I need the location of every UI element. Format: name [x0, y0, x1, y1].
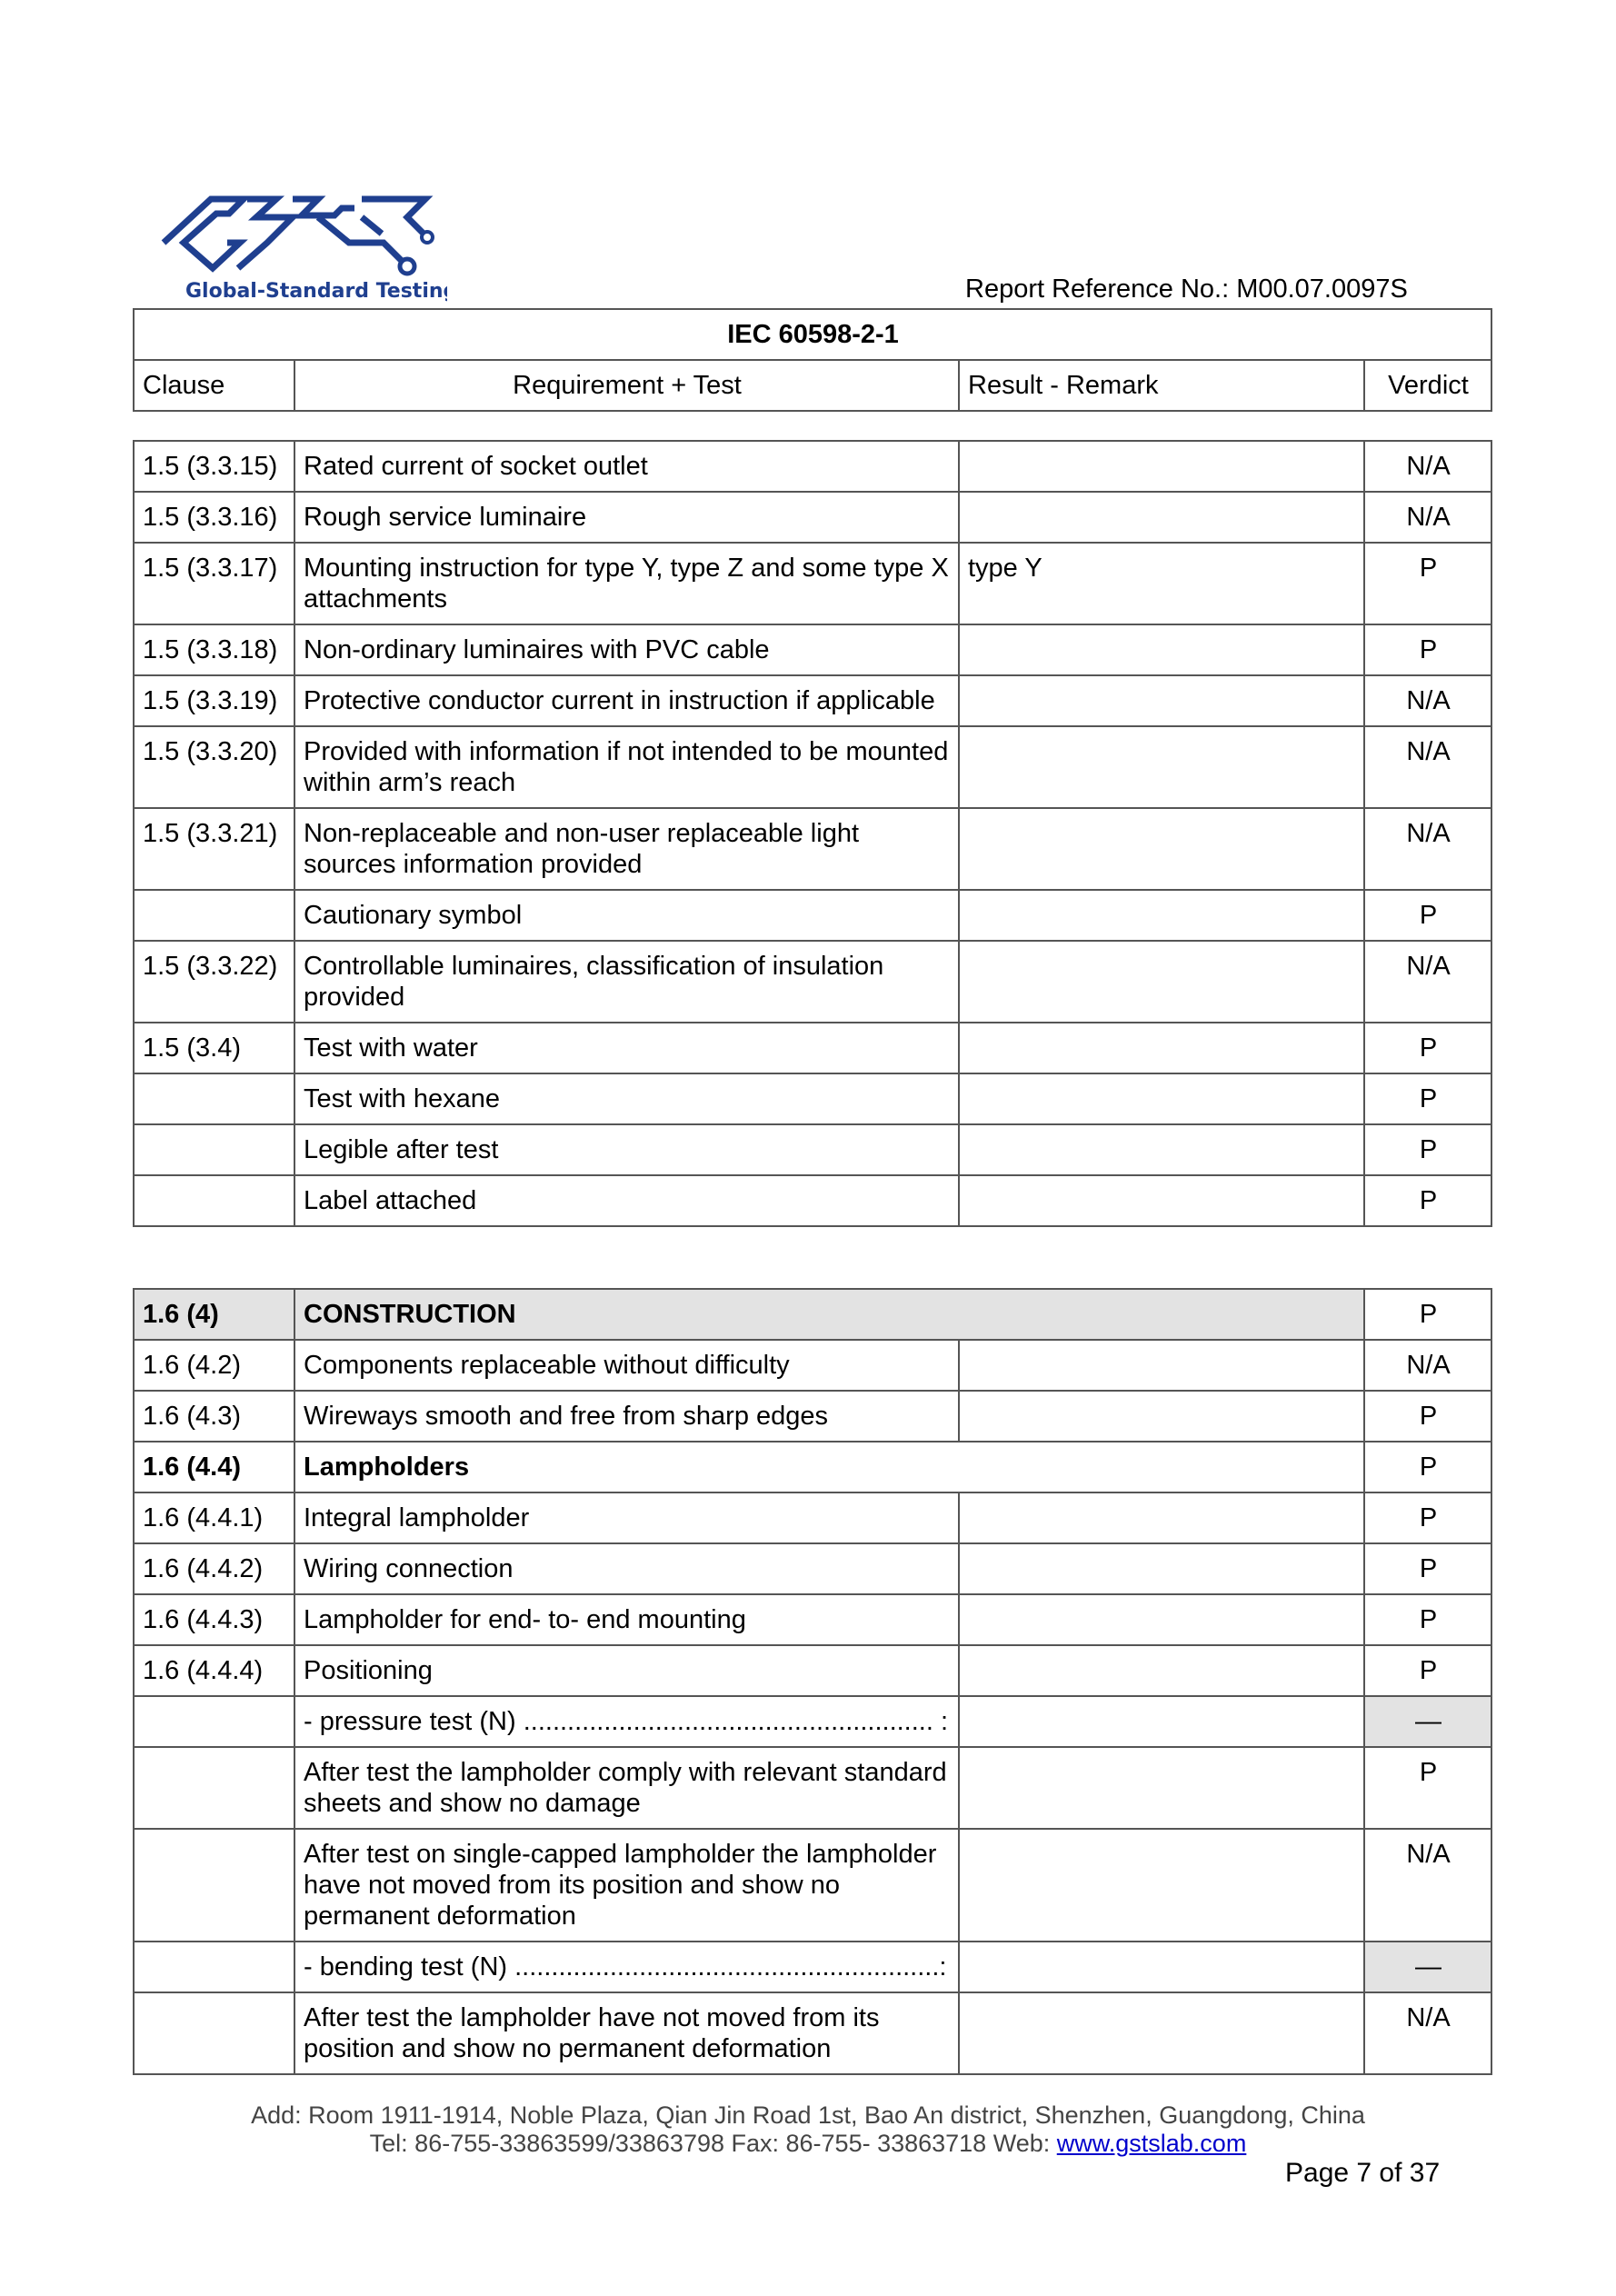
table-row: [134, 1175, 1491, 1226]
cell-requirement: Label attached: [294, 1175, 959, 1226]
header-table: [133, 308, 1492, 412]
footer-address: Add: Room 1911-1914, Noble Plaza, Qian Jin Road 1st, Bao An district, Shenzhen, Guangdong, China: [251, 2101, 1365, 2129]
cell-verdict: P: [1364, 1492, 1491, 1543]
cell-requirement: Rough service luminaire: [294, 492, 959, 543]
clause-table-2: [133, 1288, 1492, 2075]
cell-result: [959, 1747, 1364, 1829]
cell-result: type Y: [959, 543, 1364, 624]
table-row: [134, 1073, 1491, 1124]
cell-verdict: N/A: [1364, 1992, 1491, 2074]
cell-clause: 1.6 (4.4.2): [134, 1543, 294, 1594]
cell-clause: 1.6 (4.4.3): [134, 1594, 294, 1645]
table-row: [134, 808, 1491, 890]
cell-clause: 1.5 (3.3.15): [134, 441, 294, 492]
cell-result: [959, 1023, 1364, 1073]
cell-result: [959, 675, 1364, 726]
cell-result: [959, 492, 1364, 543]
table-row: [134, 1992, 1491, 2074]
column-clause: Clause: [134, 360, 294, 411]
table-row: [134, 492, 1491, 543]
table-row: [134, 890, 1491, 941]
cell-verdict: N/A: [1364, 675, 1491, 726]
cell-requirement: Non-ordinary luminaires with PVC cable: [294, 624, 959, 675]
cell-result: [959, 726, 1364, 808]
cell-result: [959, 1340, 1364, 1391]
table-row: [134, 1023, 1491, 1073]
table-row: [134, 1492, 1491, 1543]
cell-verdict: P: [1364, 1124, 1491, 1175]
table-row: [134, 1124, 1491, 1175]
section-title: CONSTRUCTION: [294, 1289, 1364, 1340]
cell-requirement: After test the lampholder have not moved from its position and show no permanent deformation: [294, 1992, 959, 2074]
cell-verdict: N/A: [1364, 808, 1491, 890]
cell-verdict: N/A: [1364, 1340, 1491, 1391]
cell-requirement: Lampholder for end- to- end mounting: [294, 1594, 959, 1645]
cell-result: [959, 441, 1364, 492]
cell-clause: 1.6 (4.3): [134, 1391, 294, 1442]
cell-clause: 1.6 (4.2): [134, 1340, 294, 1391]
cell-verdict: P: [1364, 1543, 1491, 1594]
cell-clause: [134, 1124, 294, 1175]
footer-contact-text: Tel: 86-755-33863599/33863798 Fax: 86-755- 33863718 Web:: [369, 2130, 1057, 2157]
cell-verdict: N/A: [1364, 1829, 1491, 1942]
cell-result: [959, 1391, 1364, 1442]
subsection-verdict: P: [1364, 1442, 1491, 1492]
cell-clause: 1.6 (4.4.1): [134, 1492, 294, 1543]
cell-requirement: Test with hexane: [294, 1073, 959, 1124]
cell-clause: 1.5 (3.3.16): [134, 492, 294, 543]
cell-verdict: P: [1364, 543, 1491, 624]
table-row: [134, 543, 1491, 624]
cell-verdict: P: [1364, 624, 1491, 675]
column-result: Result - Remark: [959, 360, 1364, 411]
footer-web-link[interactable]: www.gstslab.com: [1056, 2130, 1247, 2157]
cell-clause: [134, 1696, 294, 1747]
cell-clause: [134, 1992, 294, 2074]
cell-clause: [134, 1942, 294, 1992]
table-row: [134, 726, 1491, 808]
cell-clause: [134, 1747, 294, 1829]
cell-verdict: P: [1364, 1645, 1491, 1696]
cell-requirement: Wireways smooth and free from sharp edges: [294, 1391, 959, 1442]
cell-verdict: P: [1364, 1023, 1491, 1073]
cell-requirement: - bending test (N) ..........................................................:: [294, 1942, 959, 1992]
cell-clause: 1.5 (3.3.17): [134, 543, 294, 624]
cell-requirement: Non-replaceable and non-user replaceable light sources information provided: [294, 808, 959, 890]
table-row: [134, 441, 1491, 492]
cell-result: [959, 941, 1364, 1023]
cell-verdict: N/A: [1364, 941, 1491, 1023]
cell-clause: [134, 1829, 294, 1942]
cell-clause: 1.6 (4.4.4): [134, 1645, 294, 1696]
cell-verdict: —: [1364, 1942, 1491, 1992]
cell-result: [959, 1594, 1364, 1645]
cell-result: [959, 1992, 1364, 2074]
cell-result: [959, 1073, 1364, 1124]
cell-requirement: After test the lampholder comply with relevant standard sheets and show no damage: [294, 1747, 959, 1829]
cell-verdict: P: [1364, 890, 1491, 941]
report-reference: Report Reference No.: M00.07.0097S: [965, 275, 1408, 304]
cell-clause: 1.5 (3.3.18): [134, 624, 294, 675]
cell-result: [959, 1543, 1364, 1594]
table-row: [134, 1543, 1491, 1594]
cell-clause: 1.5 (3.3.21): [134, 808, 294, 890]
clause-table-1: [133, 440, 1492, 1227]
cell-verdict: P: [1364, 1391, 1491, 1442]
cell-result: [959, 890, 1364, 941]
cell-result: [959, 1175, 1364, 1226]
cell-requirement: Integral lampholder: [294, 1492, 959, 1543]
cell-requirement: Controllable luminaires, classification of insulation provided: [294, 941, 959, 1023]
cell-result: [959, 1645, 1364, 1696]
cell-verdict: N/A: [1364, 492, 1491, 543]
table-row: [134, 1340, 1491, 1391]
cell-requirement: Mounting instruction for type Y, type Z and some type X attachments: [294, 543, 959, 624]
cell-verdict: N/A: [1364, 441, 1491, 492]
column-verdict: Verdict: [1364, 360, 1491, 411]
table-row: [134, 1829, 1491, 1942]
cell-requirement: Test with water: [294, 1023, 959, 1073]
cell-requirement: Protective conductor current in instruction if applicable: [294, 675, 959, 726]
cell-result: [959, 1942, 1364, 1992]
cell-clause: [134, 1175, 294, 1226]
table-row: [134, 1696, 1491, 1747]
page-number: Page 7 of 37: [1285, 2158, 1441, 2188]
cell-clause: 1.5 (3.3.20): [134, 726, 294, 808]
logo-mark: [156, 186, 447, 304]
cell-requirement: Wiring connection: [294, 1543, 959, 1594]
cell-requirement: Components replaceable without difficulty: [294, 1340, 959, 1391]
table-row: [134, 1594, 1491, 1645]
subsection-clause: 1.6 (4.4): [134, 1442, 294, 1492]
section-verdict: P: [1364, 1289, 1491, 1340]
cell-requirement: Rated current of socket outlet: [294, 441, 959, 492]
cell-requirement: Cautionary symbol: [294, 890, 959, 941]
cell-verdict: N/A: [1364, 726, 1491, 808]
footer-contact: [0, 2130, 1616, 2158]
cell-requirement: Legible after test: [294, 1124, 959, 1175]
cell-result: [959, 1829, 1364, 1942]
cell-result: [959, 1492, 1364, 1543]
cell-requirement: Positioning: [294, 1645, 959, 1696]
company-logo: [156, 186, 447, 304]
cell-verdict: P: [1364, 1594, 1491, 1645]
table-row: [134, 1942, 1491, 1992]
column-requirement: Requirement + Test: [294, 360, 959, 411]
table-row: [134, 941, 1491, 1023]
cell-clause: 1.5 (3.3.19): [134, 675, 294, 726]
section-clause: 1.6 (4): [134, 1289, 294, 1340]
cell-result: [959, 1696, 1364, 1747]
cell-clause: [134, 1073, 294, 1124]
cell-requirement: - pressure test (N) ........................................................ :: [294, 1696, 959, 1747]
table-row: [134, 624, 1491, 675]
standard-title: IEC 60598-2-1: [134, 309, 1491, 360]
cell-verdict: —: [1364, 1696, 1491, 1747]
table-row: [134, 675, 1491, 726]
table-row: [134, 1645, 1491, 1696]
table-row: [134, 1391, 1491, 1442]
subsection-title: Lampholders: [294, 1442, 1364, 1492]
cell-result: [959, 808, 1364, 890]
cell-clause: 1.5 (3.3.22): [134, 941, 294, 1023]
logo-text: Global-Standard Testing: [185, 280, 447, 303]
cell-result: [959, 624, 1364, 675]
cell-verdict: P: [1364, 1747, 1491, 1829]
cell-clause: 1.5 (3.4): [134, 1023, 294, 1073]
cell-verdict: P: [1364, 1175, 1491, 1226]
cell-result: [959, 1124, 1364, 1175]
cell-verdict: P: [1364, 1073, 1491, 1124]
cell-clause: [134, 890, 294, 941]
cell-requirement: After test on single-capped lampholder the lampholder have not moved from its position and show no permanent deformation: [294, 1829, 959, 1942]
cell-requirement: Provided with information if not intended to be mounted within arm’s reach: [294, 726, 959, 808]
table-row: [134, 1747, 1491, 1829]
